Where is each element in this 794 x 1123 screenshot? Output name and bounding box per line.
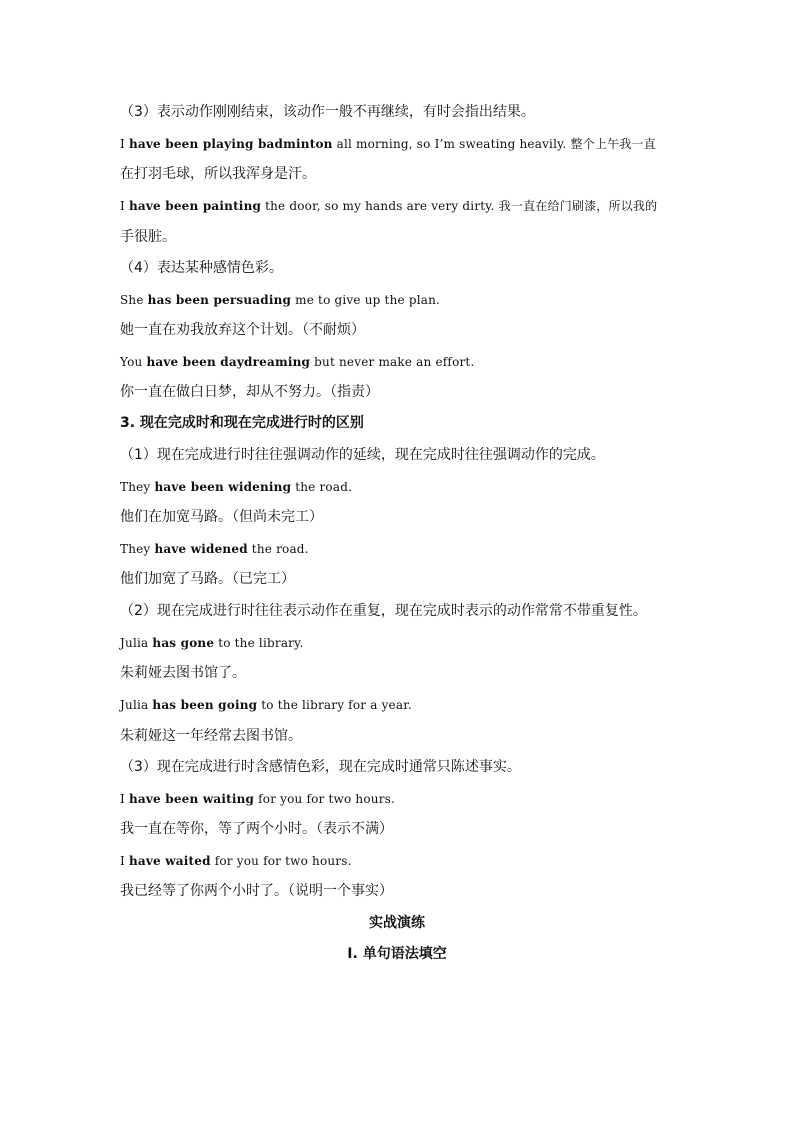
translation: 他们在加宽马路。（但尚未完工）	[120, 509, 323, 525]
subject: I	[120, 792, 129, 806]
subject: She	[120, 293, 148, 307]
translation: 我一直在等你，等了两个小时。（表示不满）	[120, 821, 393, 837]
subject: Julia	[120, 698, 153, 712]
example-sentence	[120, 135, 656, 153]
sentence-rest: but never make an effort.	[310, 355, 475, 369]
example-sentence	[120, 790, 395, 808]
verb-phrase: have been widening	[154, 480, 292, 494]
example-sentence	[120, 540, 309, 558]
section-heading: 3. 现在完成时和现在完成进行时的区别	[120, 415, 364, 431]
translation: 我已经等了你两个小时了。（说明一个事实）	[120, 883, 393, 899]
verb-phrase: have been painting	[128, 199, 262, 213]
translation: 手很脏。	[120, 229, 176, 245]
translation: 朱莉娅这一年经常去图书馆。	[120, 728, 302, 744]
example-sentence	[120, 291, 440, 309]
subject: They	[120, 542, 155, 556]
sentence-rest: the road.	[247, 542, 309, 556]
verb-phrase: have widened	[154, 542, 248, 556]
sentence-rest: all morning, so I’m sweating heavily. 整个上午我一直	[332, 137, 656, 151]
point-3-usage: （3）表示动作刚刚结束，该动作一般不再继续，有时会指出结果。	[120, 104, 535, 120]
verb-phrase: has been persuading	[147, 293, 292, 307]
example-sentence	[120, 852, 352, 870]
difference-1: （1）现在完成进行时往往强调动作的延续，现在完成时往往强调动作的完成。	[120, 447, 605, 463]
example-sentence	[120, 634, 304, 652]
subject: They	[120, 480, 155, 494]
translation: 你一直在做白日梦，却从不努力。（指责）	[120, 384, 379, 400]
difference-3: （3）现在完成进行时含感情色彩，现在完成时通常只陈述事实。	[120, 759, 521, 775]
subject: You	[120, 355, 147, 369]
sentence-rest: me to give up the plan.	[291, 293, 441, 307]
verb-phrase: have waited	[128, 854, 211, 868]
difference-2: （2）现在完成进行时往往表示动作在重复，现在完成时表示的动作常常不带重复性。	[120, 603, 647, 619]
practice-title: 实战演练	[369, 915, 425, 931]
verb-phrase: have been playing badminton	[128, 137, 333, 151]
example-sentence	[120, 197, 657, 215]
subject: I	[120, 199, 129, 213]
sentence-rest: to the library for a year.	[257, 698, 412, 712]
translation: 他们加宽了马路。（已完工）	[120, 571, 295, 587]
verb-phrase: have been daydreaming	[146, 355, 311, 369]
subject: I	[120, 137, 129, 151]
translation: 朱莉娅去图书馆了。	[120, 665, 246, 681]
sentence-rest: the door, so my hands are very dirty. 我一直在给门刷漆，所以我的	[261, 199, 658, 213]
subject: Julia	[120, 636, 153, 650]
subject: I	[120, 854, 129, 868]
example-sentence	[120, 478, 352, 496]
verb-phrase: have been waiting	[128, 792, 255, 806]
example-sentence	[120, 696, 412, 714]
verb-phrase: has been going	[152, 698, 258, 712]
translation: 在打羽毛球，所以我浑身是汗。	[120, 166, 316, 182]
exercise-heading: Ⅰ. 单句语法填空	[347, 946, 447, 962]
sentence-rest: for you for two hours.	[210, 854, 352, 868]
translation: 她一直在劝我放弃这个计划。（不耐烦）	[120, 322, 365, 338]
verb-phrase: has gone	[152, 636, 215, 650]
sentence-rest: the road.	[291, 480, 353, 494]
example-sentence	[120, 353, 474, 371]
sentence-rest: for you for two hours.	[254, 792, 396, 806]
sentence-rest: to the library.	[214, 636, 304, 650]
point-4-usage: （4）表达某种感情色彩。	[120, 260, 283, 276]
